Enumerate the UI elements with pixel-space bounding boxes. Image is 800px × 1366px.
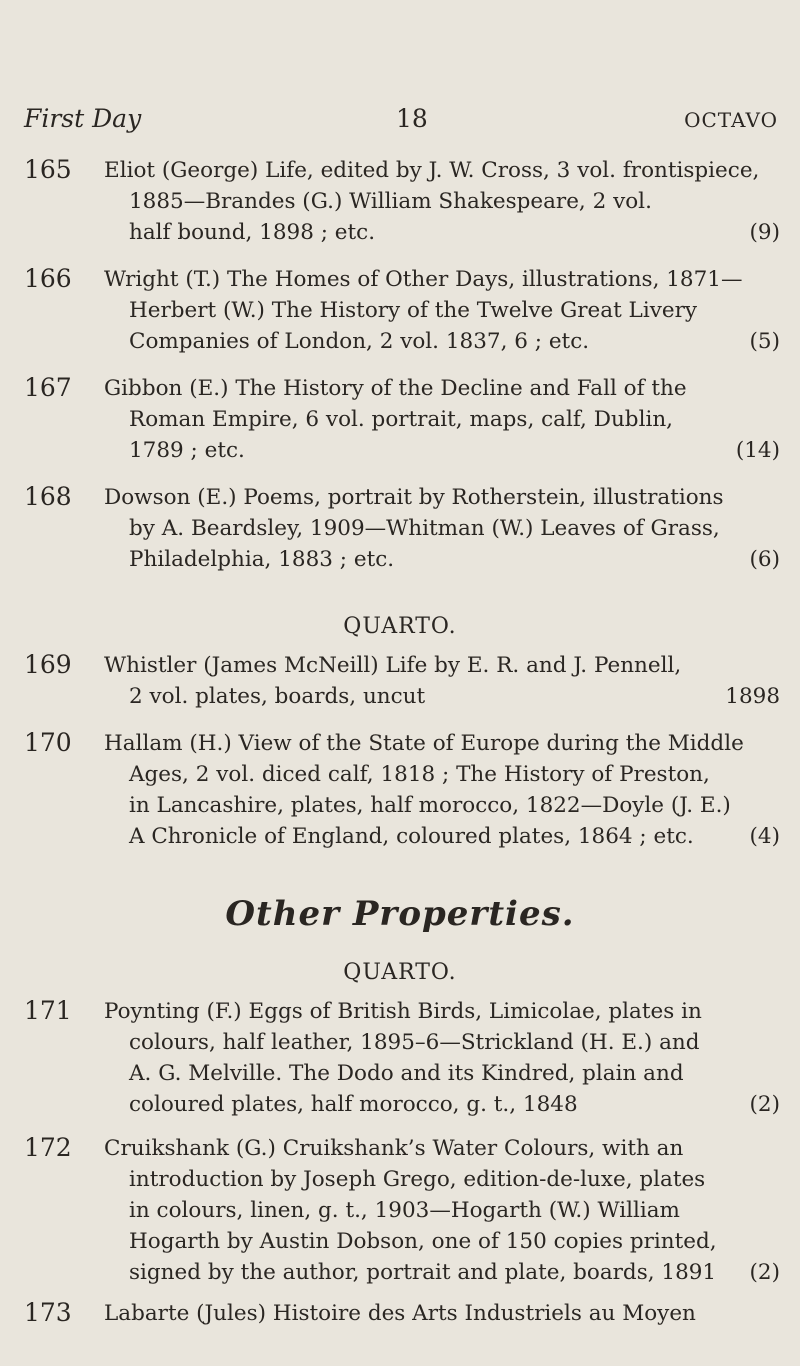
lot-line-text: Philadelphia, 1883 ; etc. <box>129 547 395 572</box>
page-number: 18 <box>396 104 428 133</box>
lot-line: Cruikshank (G.) Cruikshank’s Water Colours, with an <box>104 1136 684 1161</box>
lot-ref: (2) <box>749 1092 780 1117</box>
lot-line-last <box>104 435 780 466</box>
lot-line: Dowson (E.) Poems, portrait by Rotherstein, illustrations <box>104 485 724 510</box>
lot-line: Hallam (H.) View of the State of Europe during the Middle <box>104 731 744 756</box>
header-day: First Day <box>24 104 142 133</box>
lot-line: Ages, 2 vol. diced calf, 1818 ; The History of Preston, <box>129 762 710 787</box>
lot-line: Hogarth by Austin Dobson, one of 150 copies printed, <box>129 1229 717 1254</box>
lot-line-text: 1789 ; etc. <box>129 438 245 463</box>
lot-line: introduction by Joseph Grego, edition-de-luxe, plates <box>129 1167 706 1192</box>
lot-description <box>104 728 780 852</box>
lot-ref: 1898 <box>725 684 780 709</box>
lot-line: Poynting (F.) Eggs of British Birds, Limicolae, plates in <box>104 999 702 1024</box>
lot-description <box>104 155 780 248</box>
lot-line-last <box>104 1257 780 1288</box>
lot-line-text: coloured plates, half morocco, g. t., 1848 <box>129 1092 578 1117</box>
lot-ref: (14) <box>735 438 780 463</box>
lot-line: Eliot (George) Life, edited by J. W. Cross, 3 vol. frontispiece, <box>104 158 760 183</box>
lot-number: 166 <box>24 264 72 293</box>
lot-line: in colours, linen, g. t., 1903—Hogarth (W.) William <box>129 1198 680 1223</box>
lot-line-text: signed by the author, portrait and plate, boards, 1891 <box>129 1260 717 1285</box>
section-heading-quarto: QUARTO. <box>343 960 457 985</box>
lot-description <box>104 996 780 1120</box>
lot-ref: (2) <box>749 1260 780 1285</box>
lot-line-last <box>104 326 780 357</box>
lot-line: 1885—Brandes (G.) William Shakespeare, 2 vol. <box>129 189 652 214</box>
lot-number: 167 <box>24 373 72 402</box>
lot-line: Whistler (James McNeill) Life by E. R. and J. Pennell, <box>104 653 682 678</box>
lot-description <box>104 482 780 575</box>
lot-ref: (4) <box>749 824 780 849</box>
lot-number: 170 <box>24 728 72 757</box>
lot-description <box>104 1298 780 1329</box>
lot-line: Roman Empire, 6 vol. portrait, maps, calf, Dublin, <box>129 407 674 432</box>
lot-ref: (5) <box>749 329 780 354</box>
lot-ref: (9) <box>749 220 780 245</box>
lot-line-text: Companies of London, 2 vol. 1837, 6 ; etc. <box>129 329 590 354</box>
lot-number: 173 <box>24 1298 72 1327</box>
lot-line: Herbert (W.) The History of the Twelve Great Livery <box>129 298 697 323</box>
lot-line-last <box>104 217 780 248</box>
lot-line: Labarte (Jules) Histoire des Arts Industriels au Moyen <box>104 1301 696 1326</box>
lot-line: by A. Beardsley, 1909—Whitman (W.) Leaves of Grass, <box>129 516 720 541</box>
lot-number: 171 <box>24 996 72 1025</box>
lot-ref: (6) <box>749 547 780 572</box>
section-heading-other-properties: Other Properties. <box>225 894 575 934</box>
lot-line-text: 2 vol. plates, boards, uncut <box>129 684 426 709</box>
lot-line: colours, half leather, 1895–6—Strickland (H. E.) and <box>129 1030 700 1055</box>
lot-line-last <box>104 681 780 712</box>
lot-description <box>104 1133 780 1288</box>
lot-number: 168 <box>24 482 72 511</box>
lot-description <box>104 373 780 466</box>
lot-number: 172 <box>24 1133 72 1162</box>
lot-number: 165 <box>24 155 72 184</box>
lot-line-text: half bound, 1898 ; etc. <box>129 220 376 245</box>
lot-line-last <box>104 821 780 852</box>
lot-line: in Lancashire, plates, half morocco, 1822—Doyle (J. E.) <box>129 793 731 818</box>
lot-line-last <box>104 544 780 575</box>
lot-line: Wright (T.) The Homes of Other Days, illustrations, 1871— <box>104 267 743 292</box>
lot-line-last <box>104 1089 780 1120</box>
header-format: OCTAVO <box>684 108 778 132</box>
lot-line: A. G. Melville. The Dodo and its Kindred, plain and <box>129 1061 684 1086</box>
running-header <box>24 104 778 144</box>
lot-line: Gibbon (E.) The History of the Decline and Fall of the <box>104 376 687 401</box>
lot-number: 169 <box>24 650 72 679</box>
lot-description <box>104 650 780 712</box>
lot-line-text: A Chronicle of England, coloured plates, 1864 ; etc. <box>129 824 694 849</box>
lot-description <box>104 264 780 357</box>
section-heading-quarto: QUARTO. <box>343 614 457 639</box>
